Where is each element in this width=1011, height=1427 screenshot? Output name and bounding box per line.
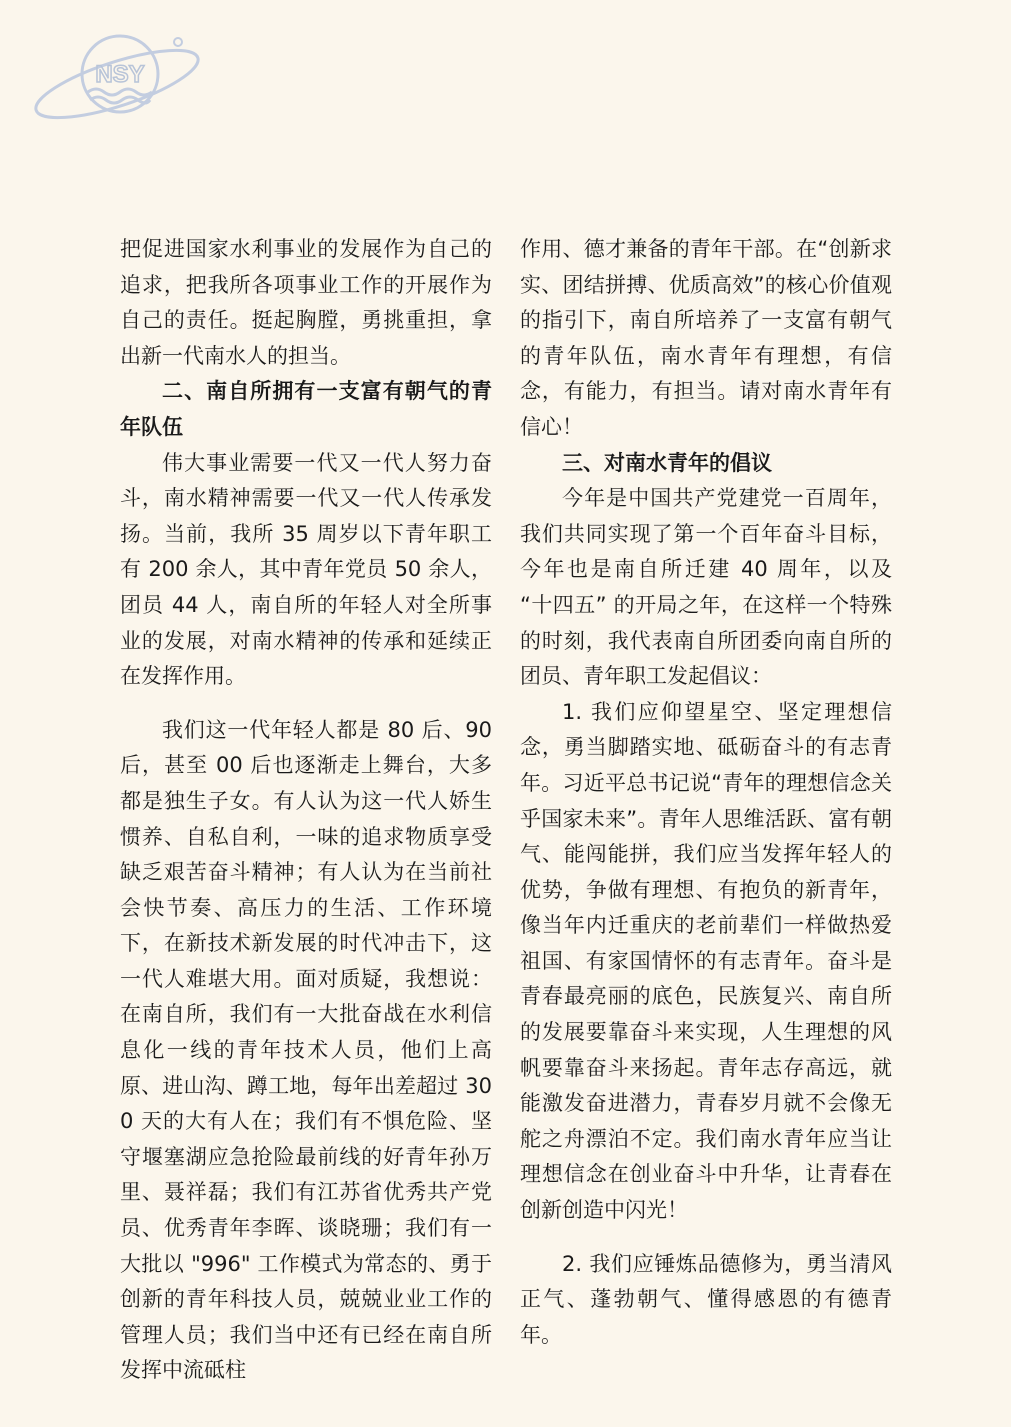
left-paragraph-1: 把促进国家水利事业的发展作为自己的追求，把我所各项事业工作的开展作为自己的责任。挺起胸膛，勇挑重担，拿出新一代南水人的担当。 bbox=[120, 237, 492, 368]
left-paragraph-2: 伟大事业需要一代又一代人努力奋斗，南水精神需要一代又一代人传承发扬。当前，我所 35 周岁以下青年职工有 200 余人，其中青年党员 50 余人，团员 44 人，南自所的年轻人对全所事业的发展，对南水精神的传承和延续正在发挥作用。 bbox=[120, 450, 492, 689]
section-heading-3: 三、对南水青年的倡议 bbox=[562, 450, 772, 475]
logo-text: NSY bbox=[95, 61, 145, 88]
right-paragraph-4: 2. 我们应锤炼品德修为，勇当清风正气、蓬勃朝气、懂得感恩的有德青年。 bbox=[520, 1251, 892, 1347]
left-paragraph-3: 我们这一代年轻人都是 80 后、90 后，甚至 00 后也逐渐走上舞台，大多都是独生子女。有人认为这一代人娇生惯养、自私自利，一味的追求物质享受缺乏艰苦奋斗精神；有人认为在当前社会快节奏、高压力的生活、工作环境下，在新技术新发展的时代冲击下，这一代人难堪大用。面对质疑，我想说：在南自所，我们有一大批奋战在水利信息化一线的青年技术人员，他们上高原、进山沟、蹲工地，每年出差超过 300 天的大有人在；我们有不惧危险、坚守堰塞湖应急抢险最前线的好青年孙万里、聂祥磊；我们有江苏省优秀共产党员、优秀青年李晖、谈晓珊；我们有一大批以 "996" 工作模式为常态的、勇于创新的青年科技人员，兢兢业业工作的管理人员；我们当中还有已经在南自所发挥中流砥柱 bbox=[120, 717, 492, 1383]
right-column bbox=[520, 232, 892, 1353]
nsy-logo bbox=[28, 26, 206, 130]
right-paragraph-1: 作用、德才兼备的青年干部。在“创新求实、团结拼搏、优质高效”的核心价值观的指引下，南自所培养了一支富有朝气的青年队伍，南水青年有理想，有信念，有能力，有担当。请对南水青年有信心！ bbox=[520, 237, 892, 439]
section-heading-2: 二、南自所拥有一支富有朝气的青年队伍 bbox=[120, 379, 492, 439]
right-paragraph-3: 1. 我们应仰望星空、坚定理想信念，勇当脚踏实地、砥砺奋斗的有志青年。习近平总书记说“青年的理想信念关乎国家未来”。青年人思维活跃、富有朝气、能闯能拼，我们应当发挥年轻人的优势，争做有理想、有抱负的新青年，像当年内迁重庆的老前辈们一样做热爱祖国、有家国情怀的有志青年。奋斗是青春最亮丽的底色，民族复兴、南自所的发展要靠奋斗来实现，人生理想的风帆要靠奋斗来扬起。青年志存高远，就能激发奋进潜力，青春岁月就不会像无舵之舟漂泊不定。我们南水青年应当让理想信念在创业奋斗中升华，让青春在创新创造中闪光！ bbox=[520, 699, 892, 1223]
left-column bbox=[120, 232, 492, 1389]
right-paragraph-2: 今年是中国共产党建党一百周年，我们共同实现了第一个百年奋斗目标，今年也是南自所迁建 40 周年，以及 “十四五” 的开局之年，在这样一个特殊的时刻，我代表南自所团委向南自所的团员、青年职工发起倡议： bbox=[520, 486, 892, 689]
